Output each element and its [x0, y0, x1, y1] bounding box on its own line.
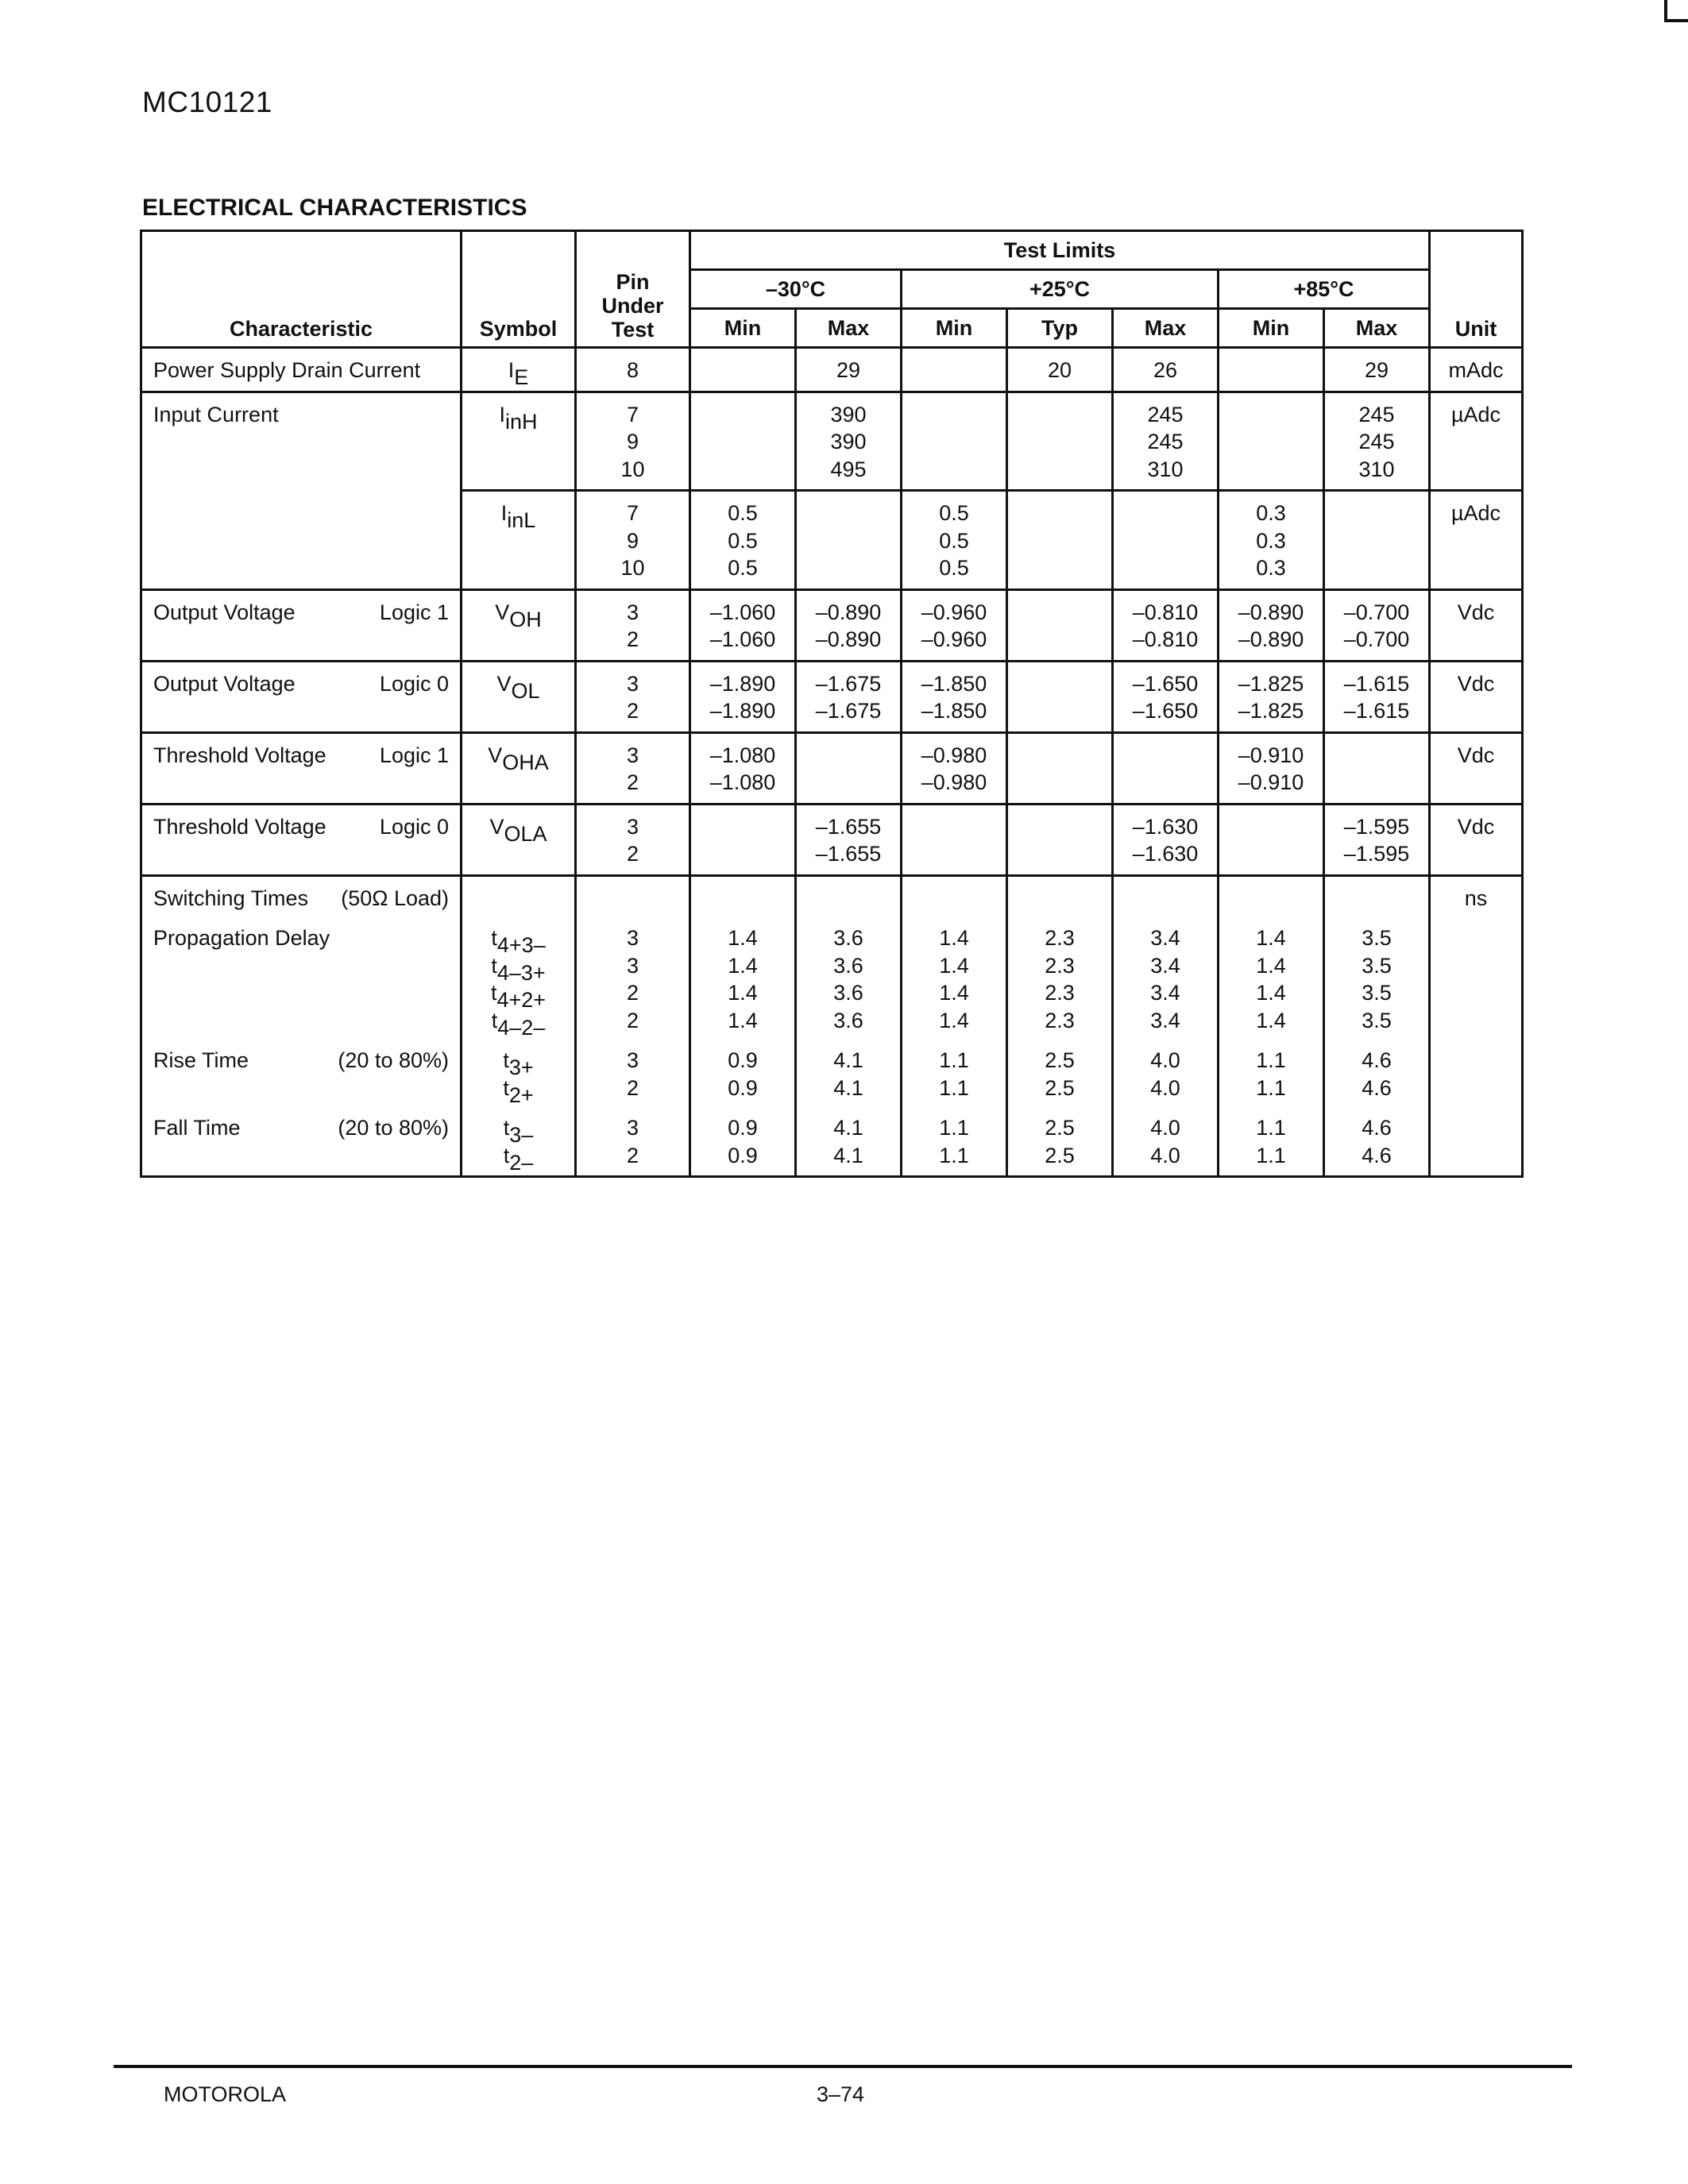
pin-cell: 3 2: [576, 732, 690, 804]
table-row: [141, 348, 1523, 392]
characteristic-cell: Input Current: [141, 392, 462, 589]
value-cell: –0.890 –0.890: [1219, 589, 1324, 661]
value-cell: –0.700 –0.700: [1324, 589, 1430, 661]
value-cell: 245 245 310: [1113, 392, 1219, 491]
value-cell: 3.6 3.6 3.6 3.6 4.1 4.1 4.1 4.1: [796, 875, 902, 1177]
pin-cell: 3 3 2 2 3 2 3 2: [576, 875, 690, 1177]
symbol-cell: $I_{inH}$: [462, 392, 576, 491]
pin-cell: 3 2: [576, 804, 690, 875]
value-cell: –1.080 –1.080: [690, 732, 796, 804]
value-cell: [902, 348, 1007, 392]
header-pin-under-test: Pin Under Test: [576, 231, 690, 348]
value-cell: [1007, 589, 1113, 661]
value-cell: –1.630 –1.630: [1113, 804, 1219, 875]
symbol-cell: $t_{4+3-}$ $t_{4-3+}$ $t_{4+2+}$ $t_{4-2-}$ $t_{3+}$ $t_{2+}$ $t_{3-}$ $t_{2-}$: [462, 875, 576, 1177]
table-row: [141, 804, 1523, 875]
table-row: [141, 875, 1523, 1177]
characteristic-cell: Switching Times (50Ω Load) Propagation Delay Rise Time (20 to 80%) Fall Time (20 to 80%): [141, 875, 462, 1177]
symbol-cell: $I_E$: [462, 348, 576, 392]
value-cell: [1007, 732, 1113, 804]
value-cell: [1113, 732, 1219, 804]
value-cell: [1219, 348, 1324, 392]
value-cell: [796, 491, 902, 590]
value-cell: 390 390 495: [796, 392, 902, 491]
value-cell: –0.810 –0.810: [1113, 589, 1219, 661]
header-min: Min: [902, 309, 1007, 348]
value-cell: [796, 732, 902, 804]
value-cell: 0.3 0.3 0.3: [1219, 491, 1324, 590]
header-test-limits: Test Limits: [690, 231, 1430, 270]
pin-cell: 7 9 10: [576, 491, 690, 590]
characteristic-cell: Output Voltage Logic 1: [141, 589, 462, 661]
value-cell: [1219, 804, 1324, 875]
characteristic-cell: Threshold Voltage Logic 1: [141, 732, 462, 804]
header-typ: Typ: [1007, 309, 1113, 348]
value-cell: [902, 804, 1007, 875]
pin-cell: 7 9 10: [576, 392, 690, 491]
value-cell: [1007, 491, 1113, 590]
value-cell: –0.980 –0.980: [902, 732, 1007, 804]
value-cell: 20: [1007, 348, 1113, 392]
value-cell: [1007, 661, 1113, 732]
header-temp-plus25: +25°C: [902, 270, 1219, 309]
value-cell: [690, 392, 796, 491]
value-cell: –1.675 –1.675: [796, 661, 902, 732]
value-cell: 1.4 1.4 1.4 1.4 0.9 0.9 0.9 0.9: [690, 875, 796, 1177]
symbol-cell: $I_{inL}$: [462, 491, 576, 590]
value-cell: –1.060 –1.060: [690, 589, 796, 661]
header-min: Min: [1219, 309, 1324, 348]
table-row: [141, 661, 1523, 732]
page-corner-mark: [1664, 0, 1688, 22]
electrical-characteristics-table: [140, 230, 1524, 1178]
value-cell: [1007, 392, 1113, 491]
symbol-cell: $V_{OL}$: [462, 661, 576, 732]
value-cell: 2.3 2.3 2.3 2.3 2.5 2.5 2.5 2.5: [1007, 875, 1113, 1177]
unit-cell: mAdc: [1430, 348, 1523, 392]
value-cell: –1.655 –1.655: [796, 804, 902, 875]
header-symbol: Symbol: [462, 231, 576, 348]
value-cell: [690, 348, 796, 392]
value-cell: [690, 804, 796, 875]
value-cell: 3.5 3.5 3.5 3.5 4.6 4.6 4.6 4.6: [1324, 875, 1430, 1177]
value-cell: [1324, 491, 1430, 590]
value-cell: 0.5 0.5 0.5: [690, 491, 796, 590]
value-cell: 3.4 3.4 3.4 3.4 4.0 4.0 4.0 4.0: [1113, 875, 1219, 1177]
header-temp-minus30: –30°C: [690, 270, 902, 309]
unit-cell: ns: [1430, 875, 1523, 1177]
header-min: Min: [690, 309, 796, 348]
value-cell: [1219, 392, 1324, 491]
table-row: [141, 589, 1523, 661]
symbol-cell: $V_{OH}$: [462, 589, 576, 661]
section-title: ELECTRICAL CHARACTERISTICS: [142, 195, 527, 221]
unit-cell: µAdc: [1430, 392, 1523, 491]
unit-cell: Vdc: [1430, 732, 1523, 804]
header-max: Max: [1324, 309, 1430, 348]
header-characteristic: Characteristic: [141, 231, 462, 348]
pin-cell: 8: [576, 348, 690, 392]
header-max: Max: [1113, 309, 1219, 348]
value-cell: [1113, 491, 1219, 590]
value-cell: 29: [1324, 348, 1430, 392]
value-cell: [1324, 732, 1430, 804]
value-cell: –0.910 –0.910: [1219, 732, 1324, 804]
symbol-cell: $V_{OLA}$: [462, 804, 576, 875]
pin-cell: 3 2: [576, 661, 690, 732]
value-cell: [1007, 804, 1113, 875]
value-cell: –1.615 –1.615: [1324, 661, 1430, 732]
value-cell: 29: [796, 348, 902, 392]
characteristic-cell: Power Supply Drain Current: [141, 348, 462, 392]
page-number: 3–74: [817, 2082, 865, 2106]
value-cell: –1.595 –1.595: [1324, 804, 1430, 875]
value-cell: –1.890 –1.890: [690, 661, 796, 732]
header-max: Max: [796, 309, 902, 348]
unit-cell: Vdc: [1430, 661, 1523, 732]
value-cell: –0.960 –0.960: [902, 589, 1007, 661]
value-cell: 26: [1113, 348, 1219, 392]
header-unit: Unit: [1430, 231, 1523, 348]
characteristic-cell: Output Voltage Logic 0: [141, 661, 462, 732]
value-cell: 245 245 310: [1324, 392, 1430, 491]
symbol-cell: $V_{OHA}$: [462, 732, 576, 804]
footer-brand: MOTOROLA: [164, 2082, 287, 2106]
value-cell: [902, 392, 1007, 491]
header-temp-plus85: +85°C: [1219, 270, 1430, 309]
value-cell: –1.650 –1.650: [1113, 661, 1219, 732]
value-cell: 0.5 0.5 0.5: [902, 491, 1007, 590]
pin-cell: 3 2: [576, 589, 690, 661]
value-cell: 1.4 1.4 1.4 1.4 1.1 1.1 1.1 1.1: [902, 875, 1007, 1177]
value-cell: 1.4 1.4 1.4 1.4 1.1 1.1 1.1 1.1: [1219, 875, 1324, 1177]
footer-rule: [114, 2065, 1572, 2068]
value-cell: –1.825 –1.825: [1219, 661, 1324, 732]
value-cell: –1.850 –1.850: [902, 661, 1007, 732]
table-row: [141, 392, 1523, 491]
table-row: [141, 732, 1523, 804]
unit-cell: Vdc: [1430, 589, 1523, 661]
unit-cell: Vdc: [1430, 804, 1523, 875]
characteristic-cell: Threshold Voltage Logic 0: [141, 804, 462, 875]
part-number: MC10121: [142, 86, 272, 118]
unit-cell: µAdc: [1430, 491, 1523, 590]
value-cell: –0.890 –0.890: [796, 589, 902, 661]
